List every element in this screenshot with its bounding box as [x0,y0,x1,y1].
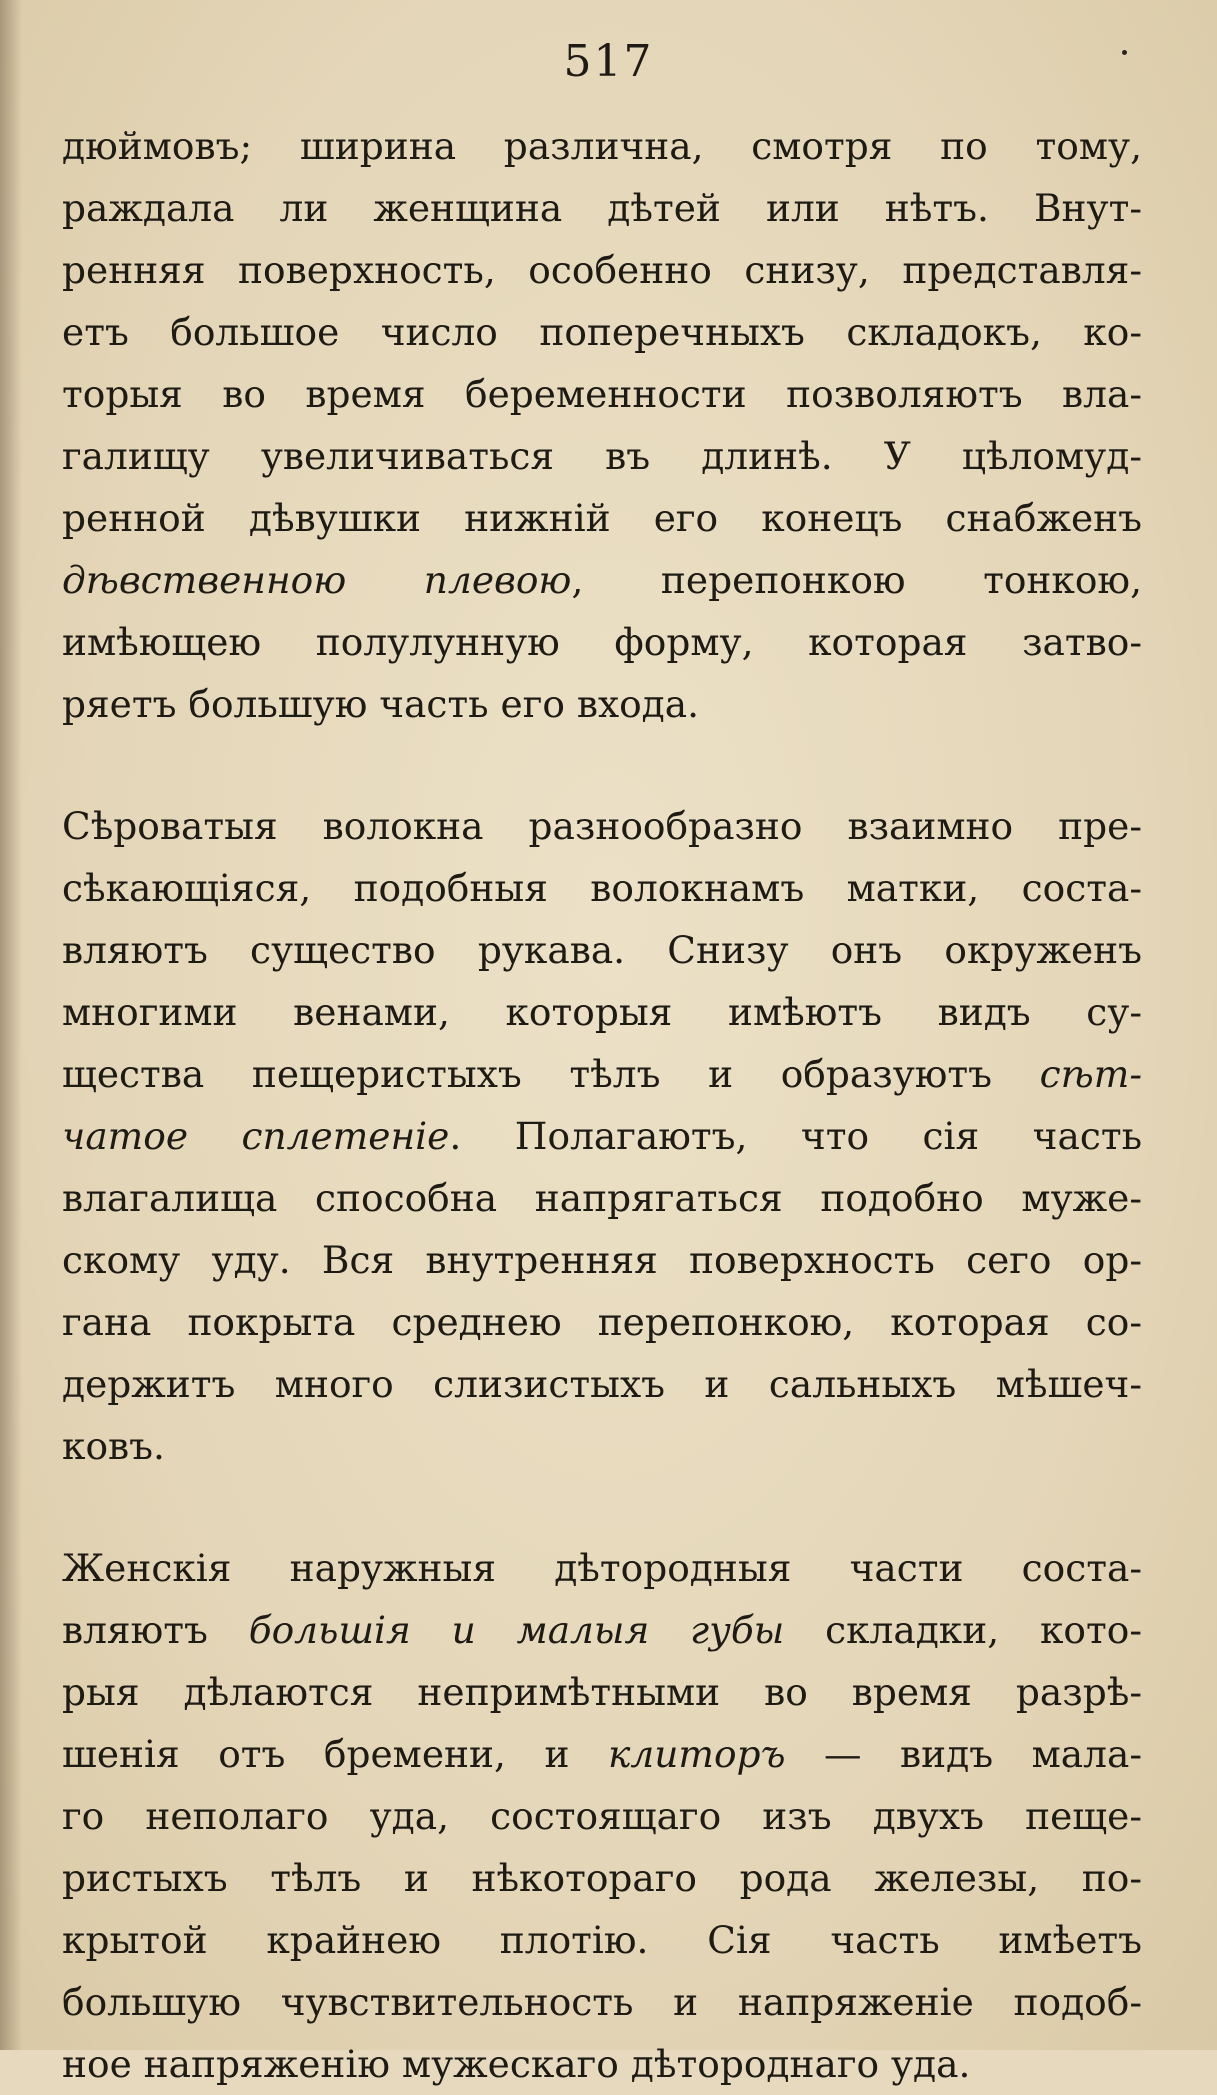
text-run: сѣкающіяся, подобныя волокнамъ матки, соста- [62,866,1142,910]
italic-term: дѣвственною плевою [62,558,572,602]
text-line [62,1599,1142,1661]
text-line [62,363,1142,425]
text-line [62,1847,1142,1909]
text-run: многими венами, которыя имѣютъ видъ су- [62,990,1142,1034]
text-line [62,1661,1142,1723]
text-line [62,1909,1142,1971]
text-line [62,1229,1142,1291]
text-line [62,549,1142,611]
text-run: го неполаго уда, состоящаго изъ двухъ пеще- [62,1794,1142,1838]
text-line [62,919,1142,981]
italic-term: большія и малыя губы [248,1608,785,1652]
text-run: ренной дѣвушки нижній его конецъ снабженъ [62,496,1142,540]
text-run: . Полагаютъ, что сія часть [449,1114,1142,1158]
text-line [62,1785,1142,1847]
text-line [62,301,1142,363]
text-run: гана покрыта среднею перепонкою, которая со- [62,1300,1142,1344]
text-line [62,611,1142,673]
ink-dot [1122,50,1127,55]
text-line [62,1415,1142,1477]
text-run: Сѣроватыя волокна разнообразно взаимно пре- [62,804,1142,848]
text-line [62,1043,1142,1105]
text-run: вляютъ [62,1608,249,1652]
text-run: рыя дѣлаются непримѣтными во время разрѣ- [62,1670,1142,1714]
text-line [62,673,1142,735]
text-line [62,1105,1142,1167]
text-run: большую чувствительность и напряженіе подоб- [62,1980,1142,2024]
text-line [62,1353,1142,1415]
text-line [62,239,1142,301]
text-run: Женскія наружныя дѣтородныя части соста- [62,1546,1142,1590]
italic-term: чатое сплетеніе [62,1114,450,1158]
paragraph-gap [62,735,1142,795]
text-run: влагалища способна напрягаться подобно муже- [62,1176,1142,1220]
text-run: держитъ много слизистыхъ и сальныхъ мѣшеч- [62,1362,1142,1406]
text-run: скому уду. Вся внутренняя поверхность сего ор- [62,1238,1142,1282]
page-number: 517 [563,36,654,87]
paragraph [62,795,1142,1477]
binding-shadow [0,0,22,2050]
paragraph [62,115,1142,735]
text-line [62,115,1142,177]
text-line [62,487,1142,549]
text-run: ное напряженію мужескаго дѣтороднаго уда. [62,2042,971,2086]
text-run: щества пещеристыхъ тѣлъ и образуютъ [62,1052,1040,1096]
text-run: галищу увеличиваться въ длинѣ. У цѣломуд- [62,434,1142,478]
text-line [62,425,1142,487]
text-run: шенія отъ бремени, и [62,1732,608,1776]
text-run: раждала ли женщина дѣтей или нѣтъ. Внут- [62,186,1142,230]
italic-term: клиторъ [607,1732,786,1776]
text-run: имѣющею полулунную форму, которая затво- [62,620,1142,664]
text-run: ренняя поверхность, особенно снизу, представля- [62,248,1142,292]
text-line [62,981,1142,1043]
text-run: ковъ. [62,1424,165,1468]
text-line [62,795,1142,857]
text-line [62,1723,1142,1785]
text-line [62,1971,1142,2033]
text-run: торыя во время беременности позволяютъ вла- [62,372,1142,416]
text-line [62,1537,1142,1599]
paragraph-gap [62,1477,1142,1537]
text-run: дюймовъ; ширина различна, смотря по тому, [62,124,1142,168]
text-run: етъ большое число поперечныхъ складокъ, ко- [62,310,1142,354]
text-line [62,1291,1142,1353]
text-run: ристыхъ тѣлъ и нѣкотораго рода железы, по- [62,1856,1142,1900]
text-run: складки, кото- [784,1608,1142,1652]
paragraph [62,1537,1142,2095]
italic-term: сѣт- [1039,1052,1142,1096]
text-line [62,2033,1142,2095]
text-run: крытой крайнею плотію. Сія часть имѣетъ [62,1918,1142,1962]
text-line [62,857,1142,919]
text-run: вляютъ существо рукава. Снизу онъ окруженъ [62,928,1142,972]
text-line [62,177,1142,239]
text-run: , перепонкою тонкою, [571,558,1142,602]
text-line [62,1167,1142,1229]
page-text [62,115,1142,2095]
text-run: ряетъ большую часть его входа. [62,682,700,726]
text-run: — видъ мала- [785,1732,1142,1776]
